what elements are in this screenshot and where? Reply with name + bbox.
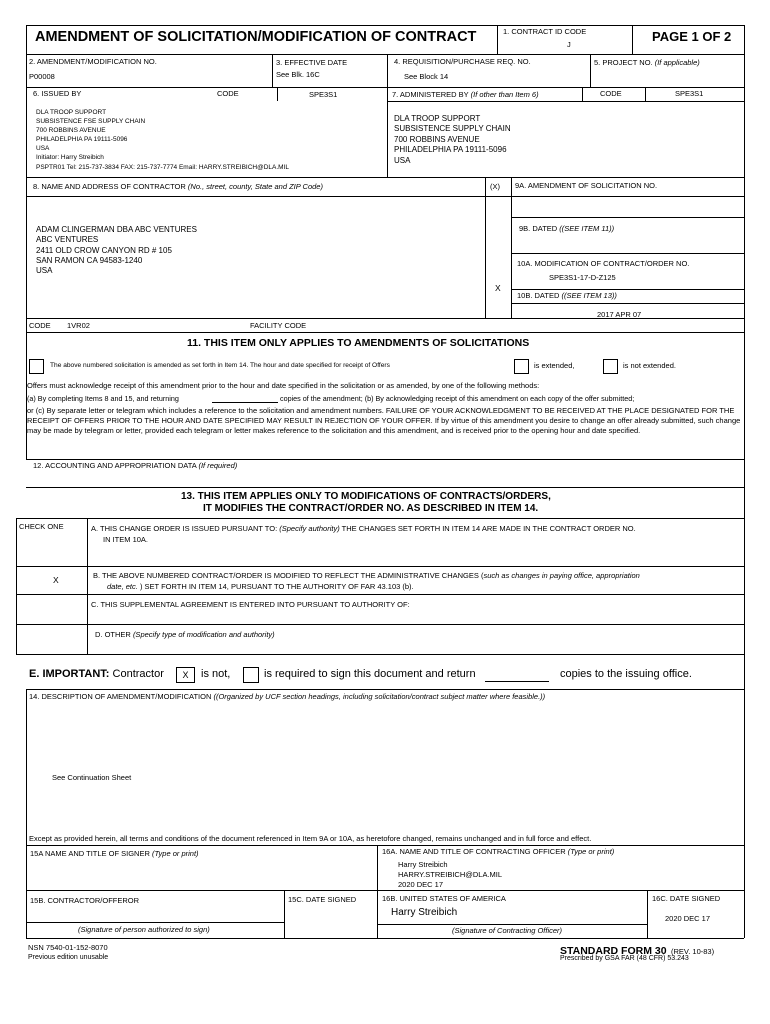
- signer-name-label: 15A NAME AND TITLE OF SIGNER (Type or print): [30, 849, 199, 858]
- contracting-officer-info: Harry Streibich HARRY.STREIBICH@DLA.MIL 2020 DEC 17: [398, 860, 503, 889]
- contractor-code-label: CODE: [29, 321, 51, 330]
- check-one-label: CHECK ONE: [19, 522, 64, 531]
- modification-contract-value[interactable]: SPE3S1-17-D-Z125: [549, 273, 616, 282]
- is-required-label: is required to sign this document and return: [264, 668, 476, 680]
- contractor-address: ADAM CLINGERMAN DBA ABC VENTURES ABC VENTURES 2411 OLD CROW CANYON RD # 105 SAN RAMON CA 94583-1240 USA: [36, 225, 197, 276]
- standard-form-label: STANDARD FORM 30 (REV. 10-83): [560, 945, 715, 957]
- except-provided-text: Except as provided herein, all terms and conditions of the document referenced in Item 9A or 10A, as heretofore changed, remains unchanged and in full force and effect.: [29, 834, 592, 843]
- amendment-no-value[interactable]: P00008: [29, 72, 55, 81]
- item13b-x-mark[interactable]: X: [53, 575, 59, 585]
- item11-paragraph: or (c) By separate letter or telegram which includes a reference to the solicitation and amendment numbers. FAILURE OF YOUR ACKNOWLEDGMENT TO BE RECEIVED AT THE PLACE DESIGNATED FOR THE RECEIPT OF OFFERS PRIOR TO THE HOUR AND DATE SPECIFIED MAY RESULT IN REJECTION OF YOUR OFFER. If by virtue of this amendment you desire to change an offer already submitted, such change may be made by telegram or letter, provided each telegram or letter makes reference to the solicitation and this amendment, and is received prior to the opening hour and date specified.: [27, 406, 741, 435]
- is-required-checkbox[interactable]: [243, 667, 259, 683]
- contractor-label: 8. NAME AND ADDRESS OF CONTRACTOR (No., street, county, State and ZIP Code): [33, 182, 323, 191]
- accounting-label: 12. ACCOUNTING AND APPROPRIATION DATA (If required): [33, 461, 238, 470]
- item11-line3a: (a) By completing Items 8 and 15, and returning: [27, 394, 179, 403]
- issued-by-address: DLA TROOP SUPPORT SUBSISTENCE FSE SUPPLY CHAIN 700 ROBBINS AVENUE PHILADELPHIA PA 19111-5096 USA Initiator: Harry Streibich PSPTR01 Tel: 215-737-3834 FAX: 215-737-7774 Email: HARRY.STREIBICH@DLA.MIL: [36, 109, 289, 171]
- effective-date-value[interactable]: See Blk. 16C: [276, 70, 320, 79]
- continuation-sheet-note: See Continuation Sheet: [52, 773, 132, 782]
- admin-code-label: CODE: [600, 89, 622, 98]
- item11-line2: Offers must acknowledge receipt of this amendment prior to the hour and date specified in the solicitation or as amended, by one of the following methods:: [27, 381, 540, 390]
- nsn-number: NSN 7540-01-152-8070: [28, 943, 108, 952]
- contractor-code-value[interactable]: 1VR02: [67, 321, 90, 330]
- united-states-label: 16B. UNITED STATES OF AMERICA: [382, 894, 506, 903]
- item13c-text: C. THIS SUPPLEMENTAL AGREEMENT IS ENTERED INTO PURSUANT TO AUTHORITY OF:: [91, 600, 410, 609]
- amendment-solicitation-label: 9A. AMENDMENT OF SOLICITATION NO.: [515, 181, 658, 190]
- date-signed-16c-label: 16C. DATE SIGNED: [652, 894, 721, 903]
- item13d-text: D. OTHER (Specify type of modification and authority): [95, 630, 275, 639]
- date-signed-16c-value[interactable]: 2020 DEC 17: [665, 914, 711, 923]
- administered-by-label: 7. ADMINISTERED BY (If other than Item 6): [392, 90, 539, 99]
- is-not-checkbox[interactable]: X: [176, 667, 195, 683]
- description-label: 14. DESCRIPTION OF AMENDMENT/MODIFICATION ((Organized by UCF section headings, including solicitation/contract subject matter where feasible.)): [29, 692, 546, 701]
- previous-edition-note: Previous edition unusable: [28, 954, 109, 961]
- dated-10b-value[interactable]: 2017 APR 07: [597, 310, 642, 319]
- page-number: PAGE 1 OF 2: [652, 29, 732, 44]
- contractor-offeror-label: 15B. CONTRACTOR/OFFEROR: [30, 896, 140, 905]
- item13-title-line2: IT MODIFIES THE CONTRACT/ORDER NO. AS DESCRIBED IN ITEM 14.: [203, 503, 539, 514]
- copies-label: copies to the issuing office.: [560, 668, 692, 680]
- item11-line3b: copies of the amendment; (b) By acknowledging receipt of this amendment on each copy of the offer submitted;: [280, 394, 635, 403]
- contracting-officer-label: 16A. NAME AND TITLE OF CONTRACTING OFFICER (Type or print): [382, 847, 615, 856]
- item13a-text: A. THIS CHANGE ORDER IS ISSUED PURSUANT TO: (Specify authority) THE CHANGES SET FORTH IN ITEM 14 ARE MADE IN THE CONTRACT ORDER NO.: [91, 524, 636, 533]
- not-extended-checkbox[interactable]: [603, 359, 618, 374]
- extended-label: is extended,: [534, 361, 575, 370]
- administered-by-address: DLA TROOP SUPPORT SUBSISTENCE SUPPLY CHAIN 700 ROBBINS AVENUE PHILADELPHIA PA 19111-5096 USA: [394, 114, 511, 165]
- not-extended-label: is not extended.: [623, 361, 676, 370]
- item13b-text: B. THE ABOVE NUMBERED CONTRACT/ORDER IS MODIFIED TO REFLECT THE ADMINISTRATIVE CHANGES (such as changes in paying office, appropriation: [93, 571, 640, 580]
- prescribed-by-note: Prescribed by GSA FAR (48 CFR) 53.243: [560, 955, 689, 962]
- issued-by-label: 6. ISSUED BY: [33, 89, 82, 98]
- contractor-signature-caption: (Signature of person authorized to sign): [78, 925, 210, 934]
- x-column-header: (X): [490, 182, 500, 191]
- admin-code-value[interactable]: SPE3S1: [675, 89, 704, 98]
- modification-x-mark[interactable]: X: [495, 283, 501, 293]
- requisition-label: 4. REQUISITION/PURCHASE REQ. NO.: [394, 57, 531, 66]
- is-not-label: is not,: [201, 668, 231, 680]
- item13b-line2: date, etc. ) SET FORTH IN ITEM 14, PURSUANT TO THE AUTHORITY OF FAR 43.103 (b).: [107, 582, 414, 591]
- date-signed-15c-label: 15C. DATE SIGNED: [288, 895, 357, 904]
- contracting-officer-signature-caption: (Signature of Contracting Officer): [452, 926, 563, 935]
- item13a-line2: IN ITEM 10A.: [103, 535, 149, 544]
- contract-id-label: 1. CONTRACT ID CODE: [503, 27, 587, 36]
- contracting-officer-signature[interactable]: Harry Streibich: [391, 907, 458, 918]
- project-no-label: 5. PROJECT NO. (If applicable): [594, 58, 700, 67]
- contract-id-value[interactable]: J: [567, 40, 571, 49]
- facility-code-label: FACILITY CODE: [250, 321, 307, 330]
- item11-line1: The above numbered solicitation is amended as set forth in Item 14. The hour and date specified for receipt of Offers: [50, 362, 390, 369]
- issued-code-value[interactable]: SPE3S1: [309, 90, 338, 99]
- requisition-value[interactable]: See Block 14: [404, 72, 449, 81]
- dated-10b-label: 10B. DATED ((SEE ITEM 13)): [517, 291, 617, 300]
- extended-checkbox[interactable]: [514, 359, 529, 374]
- amendment-no-label: 2. AMENDMENT/MODIFICATION NO.: [29, 57, 157, 66]
- item13-title-line1: 13. THIS ITEM APPLIES ONLY TO MODIFICATIONS OF CONTRACTS/ORDERS,: [181, 491, 551, 502]
- issued-code-label: CODE: [217, 89, 239, 98]
- modification-contract-label: 10A. MODIFICATION OF CONTRACT/ORDER NO.: [517, 259, 690, 268]
- effective-date-label: 3. EFFECTIVE DATE: [276, 58, 348, 67]
- form-title: AMENDMENT OF SOLICITATION/MODIFICATION OF CONTRACT: [35, 29, 477, 45]
- item11-checkbox[interactable]: [29, 359, 44, 374]
- item11-title: 11. THIS ITEM ONLY APPLIES TO AMENDMENTS OF SOLICITATIONS: [187, 337, 530, 349]
- dated-9b-label: 9B. DATED ((SEE ITEM 11)): [519, 224, 615, 233]
- important-row: E. IMPORTANT: Contractor: [29, 668, 164, 680]
